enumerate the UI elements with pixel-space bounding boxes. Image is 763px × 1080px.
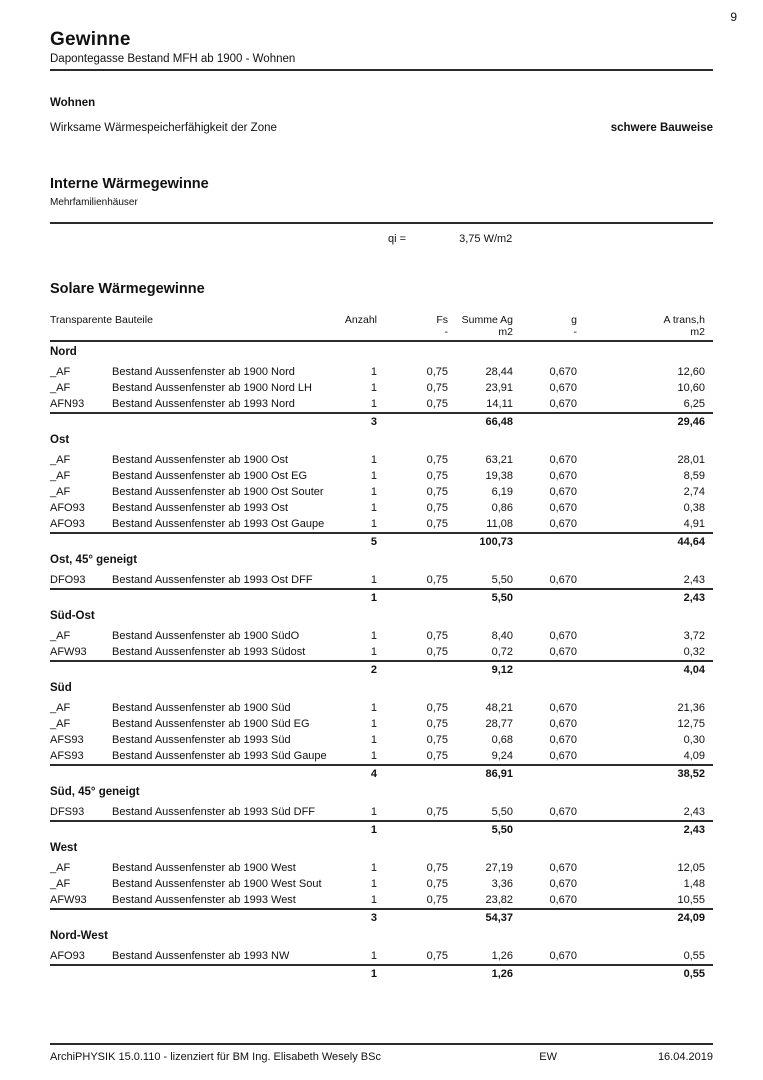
table-section [50, 344, 713, 430]
cell-description: Bestand Aussenfenster ab 1900 West [112, 862, 296, 874]
cell-summe-ag: 3,36 [491, 878, 513, 890]
section-sum-row [50, 964, 713, 982]
cell-g: 0,670 [549, 862, 577, 874]
cell-fs: 0,75 [426, 718, 448, 730]
cell-description: Bestand Aussenfenster ab 1993 Süd Gaupe [112, 750, 327, 762]
footer-initials: EW [539, 1051, 557, 1063]
cell-code: _AF [50, 630, 71, 642]
cell-fs: 0,75 [426, 470, 448, 482]
section-sum-row [50, 660, 713, 678]
cell-a-trans: 4,91 [683, 518, 705, 530]
column-header-g: g [571, 314, 577, 326]
cell-summe-ag: 11,08 [486, 518, 513, 530]
table-section [50, 928, 713, 982]
cell-anzahl: 1 [370, 486, 377, 498]
cell-anzahl: 1 [370, 718, 377, 730]
cell-a-trans: 0,32 [683, 646, 705, 658]
section-heading: Ost, 45° geneigt [50, 554, 138, 566]
sum-summe-ag: 9,12 [491, 664, 513, 676]
table-row [50, 892, 713, 908]
cell-a-trans: 0,30 [683, 734, 705, 746]
cell-a-trans: 21,36 [677, 702, 705, 714]
column-header-bauteile: Transparente Bauteile [50, 314, 153, 326]
cell-g: 0,670 [549, 646, 577, 658]
page-footer [50, 1043, 713, 1064]
cell-code: _AF [50, 470, 71, 482]
cell-a-trans: 4,09 [683, 750, 705, 762]
sum-a-trans: 2,43 [683, 824, 705, 836]
cell-a-trans: 0,38 [683, 502, 705, 514]
column-header-a-trans: A trans,h [663, 314, 705, 326]
cell-anzahl: 1 [370, 702, 377, 714]
section-heading: Süd [50, 682, 72, 694]
table-row [50, 500, 713, 516]
sum-anzahl: 3 [370, 912, 377, 924]
cell-a-trans: 2,43 [683, 806, 705, 818]
cell-g: 0,670 [549, 366, 577, 378]
cell-summe-ag: 28,44 [485, 366, 513, 378]
sum-a-trans: 38,52 [677, 768, 705, 780]
section-sum-row [50, 764, 713, 782]
cell-a-trans: 0,55 [683, 950, 705, 962]
sum-a-trans: 2,43 [683, 592, 705, 604]
sum-anzahl: 5 [370, 536, 377, 548]
cell-a-trans: 28,01 [677, 454, 705, 466]
table-section [50, 552, 713, 606]
unit-summe-ag: m2 [498, 326, 513, 338]
cell-a-trans: 2,74 [683, 486, 705, 498]
sum-a-trans: 4,04 [683, 664, 705, 676]
cell-description: Bestand Aussenfenster ab 1993 Ost DFF [112, 574, 313, 586]
table-section [50, 608, 713, 678]
cell-code: AFO93 [50, 950, 85, 962]
cell-fs: 0,75 [426, 574, 448, 586]
table-row [50, 364, 713, 380]
table-row [50, 860, 713, 876]
column-header-anzahl: Anzahl [344, 314, 377, 326]
sum-summe-ag: 5,50 [491, 824, 513, 836]
qi-value: 3,75 W/m2 [459, 233, 513, 245]
table-unit-row [50, 327, 713, 338]
cell-fs: 0,75 [426, 502, 448, 514]
sum-a-trans: 44,64 [677, 536, 705, 548]
solar-gains-title: Solare Wärmegewinne [50, 281, 205, 297]
section-sum-row [50, 588, 713, 606]
cell-fs: 0,75 [426, 702, 448, 714]
sum-summe-ag: 54,37 [485, 912, 513, 924]
cell-a-trans: 6,25 [683, 398, 705, 410]
cell-summe-ag: 6,19 [491, 486, 513, 498]
sum-anzahl: 1 [370, 824, 377, 836]
cell-g: 0,670 [549, 630, 577, 642]
cell-code: _AF [50, 382, 71, 394]
cell-fs: 0,75 [426, 950, 448, 962]
cell-fs: 0,75 [426, 734, 448, 746]
internal-gains-subtitle: Mehrfamilienhäuser [50, 197, 138, 208]
table-section [50, 432, 713, 550]
cell-fs: 0,75 [426, 806, 448, 818]
cell-fs: 0,75 [426, 646, 448, 658]
cell-summe-ag: 9,24 [491, 750, 513, 762]
cell-anzahl: 1 [370, 398, 377, 410]
cell-fs: 0,75 [426, 486, 448, 498]
cell-code: AFW93 [50, 646, 87, 658]
cell-anzahl: 1 [370, 734, 377, 746]
cell-summe-ag: 48,21 [485, 702, 513, 714]
cell-anzahl: 1 [370, 574, 377, 586]
cell-g: 0,670 [549, 702, 577, 714]
cell-a-trans: 8,59 [683, 470, 705, 482]
section-heading: West [50, 842, 78, 854]
cell-summe-ag: 1,26 [491, 950, 513, 962]
section-heading: Süd-Ost [50, 610, 95, 622]
qi-label: qi = [388, 233, 407, 245]
cell-anzahl: 1 [370, 646, 377, 658]
cell-g: 0,670 [549, 750, 577, 762]
table-row [50, 628, 713, 644]
unit-g: - [573, 326, 577, 338]
cell-code: AFS93 [50, 734, 84, 746]
cell-code: _AF [50, 862, 71, 874]
cell-summe-ag: 28,77 [485, 718, 513, 730]
section-heading: Ost [50, 434, 70, 446]
cell-anzahl: 1 [370, 878, 377, 890]
sum-a-trans: 29,46 [677, 416, 705, 428]
cell-a-trans: 10,55 [677, 894, 705, 906]
section-sum-row [50, 532, 713, 550]
cell-fs: 0,75 [426, 518, 448, 530]
cell-anzahl: 1 [370, 366, 377, 378]
cell-code: _AF [50, 486, 71, 498]
cell-anzahl: 1 [370, 630, 377, 642]
cell-fs: 0,75 [426, 878, 448, 890]
cell-g: 0,670 [549, 806, 577, 818]
table-row [50, 572, 713, 588]
cell-g: 0,670 [549, 518, 577, 530]
page-title: Gewinne [50, 29, 131, 50]
cell-description: Bestand Aussenfenster ab 1993 Süd DFF [112, 806, 316, 818]
cell-anzahl: 1 [370, 862, 377, 874]
table-row [50, 804, 713, 820]
cell-code: AFN93 [50, 398, 85, 410]
table-row [50, 452, 713, 468]
cell-a-trans: 3,72 [683, 630, 705, 642]
section-sum-row [50, 820, 713, 838]
cell-anzahl: 1 [370, 894, 377, 906]
cell-summe-ag: 0,86 [491, 502, 513, 514]
cell-summe-ag: 8,40 [491, 630, 513, 642]
cell-description: Bestand Aussenfenster ab 1993 Ost [112, 502, 289, 514]
internal-gains-title: Interne Wärmegewinne [50, 176, 209, 192]
sum-summe-ag: 5,50 [491, 592, 513, 604]
unit-fs: - [444, 326, 448, 338]
page-subtitle: Dapontegasse Bestand MFH ab 1900 - Wohnen [50, 53, 296, 65]
cell-code: AFS93 [50, 750, 84, 762]
cell-description: Bestand Aussenfenster ab 1900 SüdO [112, 630, 300, 642]
table-section [50, 680, 713, 782]
cell-g: 0,670 [549, 734, 577, 746]
sum-a-trans: 24,09 [677, 912, 705, 924]
sum-summe-ag: 86,91 [485, 768, 513, 780]
sum-summe-ag: 100,73 [479, 536, 513, 548]
table-row [50, 876, 713, 892]
sum-anzahl: 4 [370, 768, 377, 780]
cell-summe-ag: 27,19 [485, 862, 513, 874]
cell-g: 0,670 [549, 398, 577, 410]
cell-g: 0,670 [549, 486, 577, 498]
cell-g: 0,670 [549, 454, 577, 466]
cell-fs: 0,75 [426, 454, 448, 466]
cell-summe-ag: 5,50 [491, 574, 513, 586]
cell-description: Bestand Aussenfenster ab 1900 Nord [112, 366, 295, 378]
cell-g: 0,670 [549, 382, 577, 394]
cell-code: _AF [50, 718, 71, 730]
section-heading: Süd, 45° geneigt [50, 786, 140, 798]
cell-fs: 0,75 [426, 382, 448, 394]
cell-code: _AF [50, 702, 71, 714]
page-number: 9 [730, 10, 737, 24]
cell-description: Bestand Aussenfenster ab 1993 Nord [112, 398, 295, 410]
cell-description: Bestand Aussenfenster ab 1900 Ost Souter [112, 486, 324, 498]
cell-description: Bestand Aussenfenster ab 1993 Süd [112, 734, 291, 746]
cell-fs: 0,75 [426, 398, 448, 410]
title-rule [50, 69, 713, 71]
sum-anzahl: 1 [370, 592, 377, 604]
cell-code: _AF [50, 454, 71, 466]
cell-summe-ag: 0,68 [491, 734, 513, 746]
zone-property-label: Wirksame Wärmespeicherfähigkeit der Zone [50, 122, 277, 134]
table-section [50, 784, 713, 838]
cell-description: Bestand Aussenfenster ab 1993 Ost Gaupe [112, 518, 325, 530]
cell-g: 0,670 [549, 502, 577, 514]
sum-anzahl: 1 [370, 968, 377, 980]
table-header-row [50, 313, 713, 327]
cell-description: Bestand Aussenfenster ab 1993 West [112, 894, 296, 906]
sum-summe-ag: 1,26 [491, 968, 513, 980]
cell-summe-ag: 19,38 [485, 470, 513, 482]
cell-summe-ag: 0,72 [491, 646, 513, 658]
cell-code: _AF [50, 366, 71, 378]
cell-code: AFW93 [50, 894, 87, 906]
section-sum-row [50, 412, 713, 430]
cell-summe-ag: 63,21 [485, 454, 513, 466]
table-header-rule [50, 340, 713, 342]
cell-code: AFO93 [50, 518, 85, 530]
cell-fs: 0,75 [426, 894, 448, 906]
solar-table-body [50, 344, 713, 982]
cell-a-trans: 12,05 [677, 862, 705, 874]
cell-g: 0,670 [549, 470, 577, 482]
sum-a-trans: 0,55 [683, 968, 705, 980]
cell-g: 0,670 [549, 574, 577, 586]
cell-a-trans: 12,75 [677, 718, 705, 730]
cell-code: DFS93 [50, 806, 85, 818]
cell-code: AFO93 [50, 502, 85, 514]
cell-description: Bestand Aussenfenster ab 1900 Süd EG [112, 718, 310, 730]
cell-fs: 0,75 [426, 862, 448, 874]
cell-summe-ag: 5,50 [491, 806, 513, 818]
cell-fs: 0,75 [426, 750, 448, 762]
table-row [50, 948, 713, 964]
cell-summe-ag: 23,82 [485, 894, 513, 906]
cell-g: 0,670 [549, 894, 577, 906]
zone-property-row [50, 122, 713, 135]
cell-a-trans: 10,60 [677, 382, 705, 394]
cell-fs: 0,75 [426, 630, 448, 642]
unit-a-trans: m2 [690, 326, 705, 338]
table-row [50, 380, 713, 396]
cell-anzahl: 1 [370, 750, 377, 762]
table-section [50, 840, 713, 926]
cell-code: _AF [50, 878, 71, 890]
sum-summe-ag: 66,48 [485, 416, 513, 428]
cell-a-trans: 2,43 [683, 574, 705, 586]
cell-anzahl: 1 [370, 518, 377, 530]
internal-gains-rule [50, 222, 713, 224]
table-row [50, 516, 713, 532]
column-header-summe-ag: Summe Ag [461, 314, 513, 326]
cell-anzahl: 1 [370, 950, 377, 962]
table-row [50, 484, 713, 500]
sum-anzahl: 3 [370, 416, 377, 428]
cell-g: 0,670 [549, 878, 577, 890]
table-row [50, 732, 713, 748]
table-row [50, 468, 713, 484]
zone-property-value: schwere Bauweise [610, 122, 713, 134]
sum-anzahl: 2 [370, 664, 377, 676]
cell-description: Bestand Aussenfenster ab 1993 Südost [112, 646, 306, 658]
cell-g: 0,670 [549, 950, 577, 962]
cell-summe-ag: 14,11 [486, 398, 513, 410]
cell-a-trans: 1,48 [683, 878, 705, 890]
cell-description: Bestand Aussenfenster ab 1900 Ost [112, 454, 289, 466]
section-heading: Nord [50, 346, 77, 358]
footer-license: ArchiPHYSIK 15.0.110 - lizenziert für BM Ing. Elisabeth Wesely BSc [50, 1051, 381, 1063]
section-heading: Nord-West [50, 930, 108, 942]
table-row [50, 716, 713, 732]
zone-name: Wohnen [50, 97, 96, 109]
cell-description: Bestand Aussenfenster ab 1900 Ost EG [112, 470, 308, 482]
cell-code: DFO93 [50, 574, 86, 586]
qi-row [50, 232, 713, 246]
section-sum-row [50, 908, 713, 926]
cell-description: Bestand Aussenfenster ab 1993 NW [112, 950, 290, 962]
cell-anzahl: 1 [370, 382, 377, 394]
table-row [50, 700, 713, 716]
table-row [50, 644, 713, 660]
solar-gains-table [50, 313, 713, 982]
table-row [50, 748, 713, 764]
cell-summe-ag: 23,91 [485, 382, 513, 394]
cell-anzahl: 1 [370, 502, 377, 514]
cell-anzahl: 1 [370, 454, 377, 466]
cell-anzahl: 1 [370, 470, 377, 482]
cell-description: Bestand Aussenfenster ab 1900 Süd [112, 702, 291, 714]
footer-date: 16.04.2019 [657, 1051, 713, 1063]
cell-anzahl: 1 [370, 806, 377, 818]
cell-g: 0,670 [549, 718, 577, 730]
column-header-fs: Fs [436, 314, 448, 326]
cell-fs: 0,75 [426, 366, 448, 378]
cell-a-trans: 12,60 [677, 366, 705, 378]
table-row [50, 396, 713, 412]
cell-description: Bestand Aussenfenster ab 1900 Nord LH [112, 382, 312, 394]
page-content [0, 30, 763, 982]
cell-description: Bestand Aussenfenster ab 1900 West Sout [112, 878, 322, 890]
